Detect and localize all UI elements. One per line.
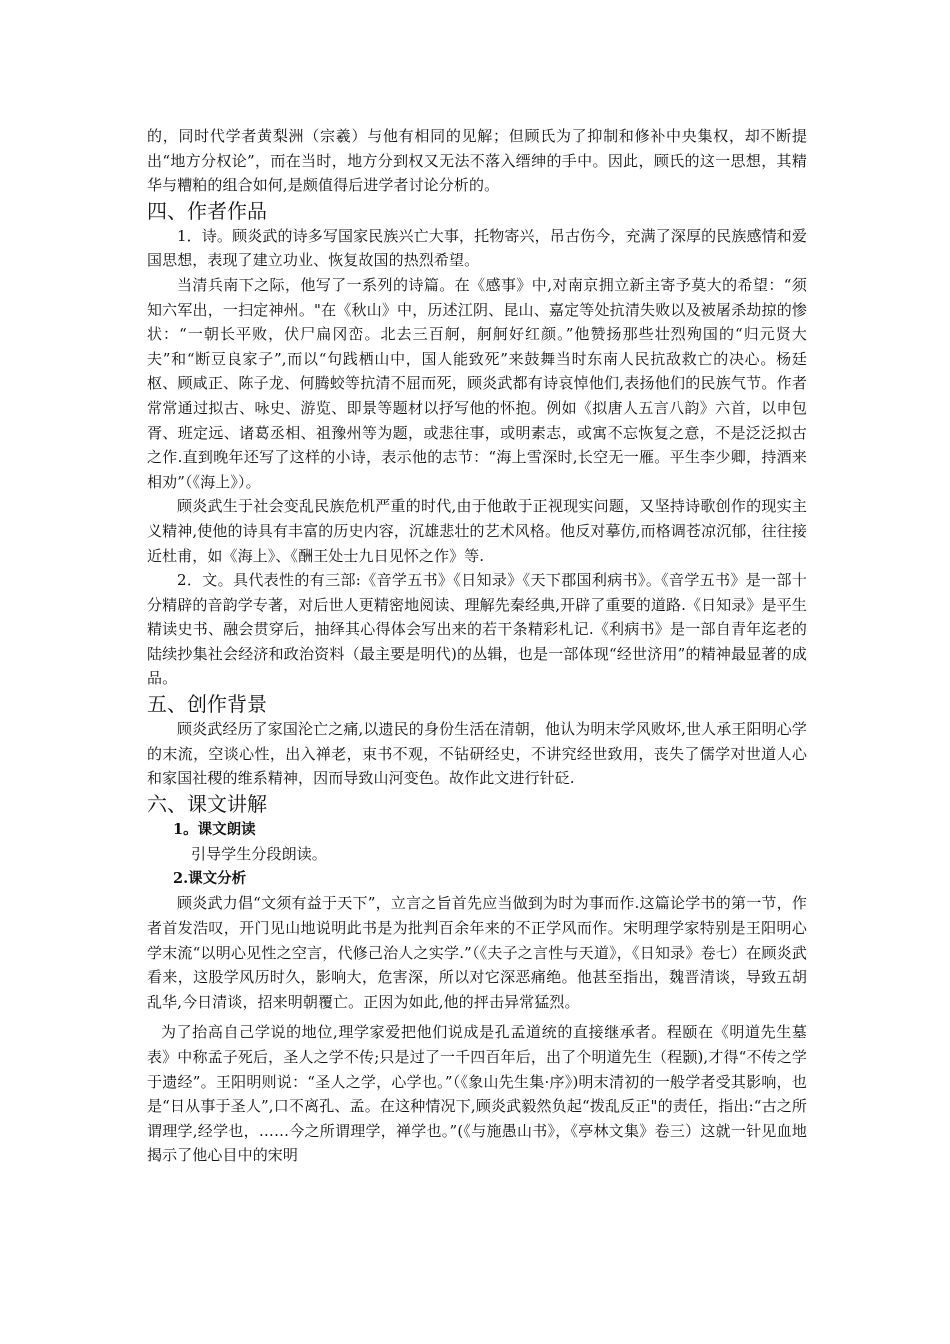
paragraph: 当清兵南下之际，他写了一系列的诗篇。在《感事》中,对南京拥立新主寄予莫大的希望：“须知六军出，一扫定神州。"在《秋山》中，历述江阴、昆山、嘉定等处抗清失败以及被屠杀劫掠的惨状：“一朝长平败，伏尸扁冈峦。北去三百舸，舸舸好红颜。”他赞扬那些壮烈殉国的“归元贤大夫”和“断豆良家子”,而以“句践栖山中，国人能致死”来鼓舞当时东南人民抗敌救亡的决心。杨廷枢、顾咸正、陈子龙、何腾蛟等抗清不屈而死，顾炎武都有诗哀悼他们,表扬他们的民族气节。作者常常通过拟古、咏史、游览、即景等题材以抒写他的怀抱。例如《拟唐人五言八韵》六首，以申包胥、班定远、诸葛丞相、祖豫州等为题，或悲往事，或明素志，或寓不忘恢复之意，不是泛泛拟古之作.直到晚年还写了这样的小诗，表示他的志节：“海上雪深时,长空无一雁。平生李少卿，持酒来相劝”（《海上》）。 [147,275,807,491]
section-heading-lesson: 六、课文讲解 [147,791,267,816]
paragraph: 顾炎武力倡“文须有益于天下”，立言之旨首先应当做到为时为事而作.这篇论学书的第一节，作者首发浩叹，开门见山地说明此书是为批判百余年来的不正学风而作。宋明理学家特别是王阳明心学末流“以明心见性之空言，代修己治人之实学.”（《夫子之言性与天道》，《日知录》卷七）在顾炎武看来，这股学风历时久，影响大，危害深，所以对它深恶痛绝。他甚至指出，魏晋清谈，导致五胡乱华,今日清谈，招来明朝覆亡。正因为如此,他的抨击异常猛烈。 [147,894,807,1011]
document-body [147,124,807,1168]
continuation-paragraph: 的，同时代学者黄梨洲（宗羲）与他有相同的见解；但顾氏为了抑制和修补中央集权，却不断提出“地方分权论”，而在当时，地方分到权又无法不落入缙绅的手中。因此，顾氏的这一思想，其精华与糟粕的组合如何,是颇值得后进学者讨论分析的。 [147,127,807,195]
paragraph: 1．诗。顾炎武的诗多写国家民族兴亡大事，托物寄兴，吊古伤今，充满了深厚的民族感情和爱国思想，表现了建立功业、恢复故国的热烈希望。 [147,226,807,270]
paragraph: 为了抬高自己学说的地位,理学家爱把他们说成是孔孟道统的直接继承者。程颐在《明道先生墓表》中称孟子死后，圣人之学不传;只是过了一千四百年后，出了个明道先生（程颢),才得“不传之学于遗经”。王阳明则说：“圣人之学，心学也。”（《象山先生集·序》)明末清初的一般学者受其影响，也是“日从事于圣人”,口不离孔、孟。在这种情况下,顾炎武毅然负起“拨乱反正"的责任，指出:“古之所谓理学,经学也，……今之所谓理学，禅学也。”(《与施愚山书》，《亭林文集》卷三）这就一针见血地揭示了他心目中的宋明 [147,1023,807,1165]
paragraph: 顾炎武经历了家国沦亡之痛,以遗民的身份生活在清朝，他认为明末学风败坏,世人承王阳明心学的末流，空谈心性，出入禅老，束书不观，不钻研经史，不讲究经世致用，丧失了儒学对世道人心和家国社稷的维系精神，因而导致山河变色。故作此文进行针砭. [147,720,807,788]
subheading-analysis: 2.课文分析 [173,870,247,888]
paragraph: 顾炎武生于社会变乱民族危机严重的时代,由于他敢于正视现实问题，又坚持诗歌创作的现实主义精神,使他的诗具有丰富的历史内容，沉雄悲壮的艺术风格。他反对摹仿,而格调苍凉沉郁，往往接近杜甫，如《海上》、《酬王处士九日见怀之作》等. [147,497,807,565]
paragraph: 引导学生分段朗读。 [191,844,327,863]
section-heading-author-works: 四、作者作品 [147,198,267,223]
paragraph: 2．文。具代表性的有三部:《音学五书》《日知录》《天下郡国利病书》。《音学五书》是一部十分精辟的音韵学专著，对后世人更精密地阅读、理解先秦经典,开辟了重要的道路.《日知录》是平生精读史书、融会贯穿后，抽绎其心得体会写出来的若干条精彩札记.《利病书》是一部自青年迄老的陆续抄集社会经济和政治资料（最主要是明代)的丛辑，也是一部体现“经世济用”的精神最显著的成品。 [147,571,807,688]
section-heading-background: 五、创作背景 [147,692,267,717]
subheading-reading: 1。课文朗读 [173,820,256,838]
